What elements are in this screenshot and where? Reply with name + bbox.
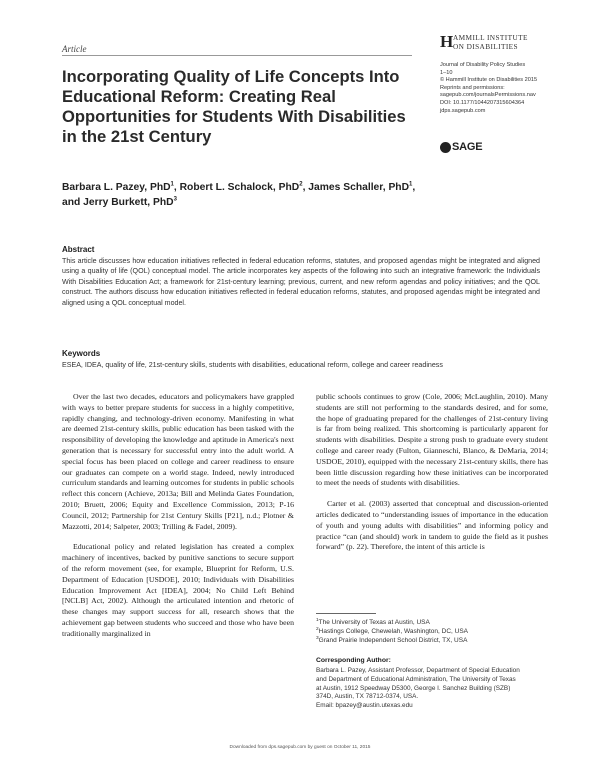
journal-info-line: 1–10: [440, 69, 453, 76]
logo-letter: H: [440, 32, 454, 51]
author-separator: ,: [302, 182, 309, 193]
corresponding-line: at Austin, 1912 Speedway D5300, George I. Sanchez Building (SZB): [316, 684, 511, 692]
affiliations: [316, 618, 548, 646]
logo-line-2: ON DISABILITIES: [453, 42, 518, 51]
author-name: Barbara L. Pazey, PhD: [62, 182, 171, 193]
corresponding-line: and Department of Educational Administration, The University of Texas: [316, 675, 516, 683]
corresponding-author-details: [316, 667, 550, 711]
author-name: Robert L. Schalock, PhD: [179, 182, 300, 193]
download-notice: Downloaded from dps.sagepub.com by guest on October 11, 2015: [229, 745, 371, 750]
logo-line-1: AMMILL INSTITUTE: [453, 33, 528, 42]
author-list: [62, 180, 532, 210]
keywords-heading: Keywords: [62, 349, 101, 358]
body-paragraph: Over the last two decades, educators and policymakers have grappled with ways to better prepare students for success in a highly competitive, rapidly changing, and technology-driven economy. Manifesting in what are deemed 21st-century skills, public education has been tasked with the responsibility of developing the knowledge and aptitude in America's next generation that is necessary for successful entry into the adult world. A special focus has been placed on college and career readiness to ensure our graduates can compete on a world stage. Indeed, newly introduced curriculum standards and learning outcomes for students in public schools reflect this concern (Achieve, 2013a; Bill and Melinda Gates Foundation, 2010; Bruett, 2006; Equity and Excellence Commission, 2013; P-16 Council, 2012; Partnership for 21st Century Skills [P21], n.d.; Plotner & Mazzotti, 2014; Salpeter, 2003; Trilling & Fadel, 2009).: [62, 392, 294, 531]
author-affiliation-marker: 3: [173, 196, 177, 203]
affiliation-number: 1: [316, 617, 319, 623]
body-paragraph: Educational policy and related legislation has created a complex machinery of incentives, backed by punitive sanctions to secure support of the reform movement (see, for example, Blueprint for Reform, U.S. Department of Education [USDOE], 2010; Individuals with Disabilities Education Improvement Act [IDEA], 2004; No Child Left Behind [NCLB] Act, 2002). Although the articulated intention and rhetoric of these changes may support success for all, research shows that the achievement gap between students who succeed and those who have been traditionally marginalized in: [62, 542, 294, 638]
author-separator: ,: [412, 182, 416, 193]
author-affiliation-marker: 1: [409, 181, 413, 188]
body-paragraph: public schools continues to grow (Cole, 2006; McLaughlin, 2010). Many students are still not performing to the standards desired, and for some, the hope of graduating prepared for the challenges of 21st-century living is far from being realized. This shortcoming is particularly apparent for students with disabilities. Despite a strong push to graduate every student college and career ready (Fulton, Gianneschi, Blanco, & DeMaria, 2014; USDOE, 2010), equipped with the necessary 21st-century skills, there has been little discussion regarding how these initiatives can be incorporated to meet the needs of students with disabilities.: [316, 392, 548, 488]
keywords-text: ESEA, IDEA, quality of life, 21st-century skills, students with disabilities, educational reform, college and career readiness: [62, 361, 443, 369]
author-separator: ,: [173, 182, 180, 193]
affiliation-number: 3: [316, 636, 319, 642]
sage-circle-icon: [440, 142, 451, 153]
journal-info-line: Reprints and permissions:: [440, 84, 505, 91]
journal-info-line: DOI: 10.1177/1044207315604364: [440, 99, 525, 106]
affiliation-line: [316, 627, 548, 636]
affiliation-text: The University of Texas at Austin, USA: [318, 619, 430, 626]
abstract-heading: Abstract: [62, 245, 95, 254]
journal-info-line: © Hammill Institute on Disabilities 2015: [440, 77, 538, 84]
hammill-institute-logo: [440, 30, 560, 54]
author-name: James Schaller, PhD: [308, 182, 410, 193]
article-type-label: Article: [62, 44, 87, 54]
corresponding-line: Barbara L. Pazey, Assistant Professor, Department of Special Education: [316, 667, 520, 674]
body-column-right: [316, 392, 548, 563]
body-paragraph: Carter et al. (2003) asserted that conceptual and discussion-oriented articles dedicated to “understanding issues of importance in the education of youth and young adults with disabilities” and informing policy and practice “can (and should) work in tandem to guide the field as it pushes forward” (p. 22). Therefore, the intent of this article is: [316, 499, 548, 552]
author-affiliation-marker: 2: [299, 181, 303, 188]
corresponding-line: 374D, Austin, TX 78712-0374, USA.: [316, 693, 419, 701]
header-rule: [62, 55, 412, 56]
article-title: Incorporating Quality of Life Concepts Into Educational Reform: Creating Real Opportunities for Students With Disabilities in the 21st Century: [62, 67, 406, 146]
affiliation-line: [316, 618, 548, 627]
body-column-left: [62, 392, 294, 650]
abstract-text: This article discusses how education initiatives reflected in federal education reforms, statutes, and proposed agendas might be integrated and aligned using a quality of life (QOL) conceptual model. The article incorporates key aspects of the following into such an integrative framework: the Individuals With Disabilities Education Act; a framework for 21st-century learning; previous, current, and new reform agendas and policy initiatives; and the QOL construct. The authors discuss how education initiatives reflected in federal education reforms, statutes, and proposed agendas might be integrated and aligned using a QOL conceptual model.: [62, 257, 540, 307]
affiliation-line: [316, 636, 548, 645]
journal-info: [440, 62, 585, 115]
sage-wordmark: SAGE: [452, 141, 483, 153]
affiliation-text: Hastings College, Chewelah, Washington, DC, USA: [318, 628, 469, 636]
affiliation-number: 2: [316, 627, 319, 633]
journal-info-line: Journal of Disability Policy Studies: [440, 62, 526, 68]
journal-info-line: jdps.sagepub.com: [440, 107, 486, 114]
corresponding-author-heading: Corresponding Author:: [316, 657, 391, 664]
footnote-rule: [316, 613, 376, 614]
corresponding-line: Email: bpazey@austin.utexas.edu: [316, 702, 413, 710]
journal-info-line: sagepub.com/journalsPermissions.nav: [440, 92, 536, 99]
author-affiliation-marker: 1: [170, 181, 174, 188]
author-name: and Jerry Burkett, PhD: [62, 197, 174, 208]
affiliation-text: Grand Prairie Independent School District, TX, USA: [318, 637, 468, 645]
